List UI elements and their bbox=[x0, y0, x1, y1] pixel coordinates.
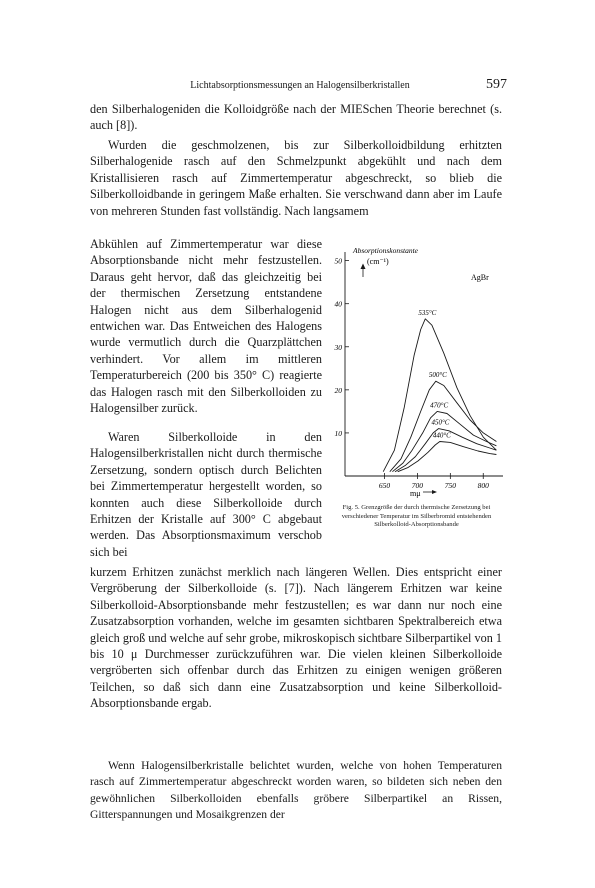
y-tick-label: 20 bbox=[334, 385, 342, 395]
figure-5 bbox=[325, 242, 505, 498]
paragraph-1: den Silberhalogeniden die Kolloidgröße nach der MIESchen Theorie berechnet (s. auch [8]). bbox=[90, 102, 502, 133]
paragraph-2-wrap: Abkühlen auf Zimmertemperatur war diese Absorptionsbande nicht mehr festzustellen. Daraus geht hervor, daß das gleichzeitig bei der thermischen Zersetzung entstandene Halogen nicht aus dem Silberhalogenid entwichen war. Das Entweichen des Halogens wurde vermutlich durch die Quarzplättchen verhindert. Vor allem im mittleren Temperaturbereich (200 bis 350° C) reagierte das Halogen rasch mit den Silberkolloiden zu Halogensilber zurück. bbox=[90, 237, 322, 416]
y-tick-label: 40 bbox=[334, 299, 342, 309]
x-axis-arrow-head bbox=[432, 490, 437, 494]
y-axis-label: Absorptionskonstante bbox=[353, 246, 418, 255]
y-axis-arrow-head bbox=[361, 264, 366, 270]
agbr-annotation: AgBr bbox=[471, 273, 489, 282]
curve-label: 440°C bbox=[432, 431, 451, 440]
figure-caption: Fig. 5. Grenzgröße der durch thermische Zersetzung bei verschiedener Temperatur im Silberbromid entstehenden Silberkolloid-Absorptionsbande bbox=[341, 504, 492, 529]
curve-label: 470°C bbox=[430, 401, 449, 410]
y-tick-label: 30 bbox=[334, 342, 342, 352]
x-tick-label: 700 bbox=[411, 481, 424, 490]
page-number: 597 bbox=[486, 77, 507, 92]
curve-label: 535°C bbox=[418, 308, 437, 317]
paragraph-4: Wenn Halogensilberkristalle belichtet wurden, welche von hohen Temperaturen rasch auf Zimmertemperatur abgeschreckt worden waren, so bildeten sich neben den gewöhnlichen Silberkolloiden ebenfalls gröbere Silberpartikel an Rissen, Gitterspannungen und Mosaikgrenzen der bbox=[90, 759, 502, 822]
x-tick-label: 800 bbox=[477, 481, 489, 490]
paragraph-3-continued: kurzem Erhitzen zunächst merklich nach längeren Wellen. Dies entspricht einer Vergröberung der Silberkolloide (s. [7]). Nach längerem Erhitzen war keine Silberkolloid-Absorptionsbande mehr festzustellen; es war dann nur noch eine Zusatzabsorption vorhanden, welche im gesamten sichtbaren Spektralbereich etwa gleich groß und welche auf sehr grobe, mikroskopisch sichtbare Silberpartikel von 1 bis 10 μ Durchmesser zurückzuführen war. Die vielen kleinen Silberkolloide vergröberten sich offenbar durch das Erhitzen zu einigen wenigen größeren Teilchen, so daß sich dann eine Zusatzabsorption und keine Silberkolloid-Absorptionsbande ergab. bbox=[90, 565, 502, 711]
chart-axes bbox=[345, 252, 503, 476]
x-tick-label: 650 bbox=[378, 481, 391, 490]
curve-label: 450°C bbox=[431, 418, 450, 427]
absorption-chart bbox=[325, 242, 505, 498]
y-axis-unit: (cm⁻¹) bbox=[367, 257, 389, 266]
x-axis-label: mμ bbox=[410, 489, 421, 498]
x-tick-label: 750 bbox=[444, 481, 456, 490]
running-title: Lichtabsorptionsmessungen an Halogensilberkristallen bbox=[190, 80, 410, 91]
y-tick-label: 10 bbox=[334, 428, 342, 438]
curve-label: 500°C bbox=[428, 371, 447, 380]
paragraph-3-wrap: Waren Silberkolloide in den Halogensilberkristallen nicht durch thermische Zersetzung, sondern optisch durch Belichten bei Zimmertemperatur hergestellt worden, so konnten auch diese Silberkolloide durch Erhitzen der Kristalle auf 300° C abgebaut werden. Das Absorptionsmaximum verschob sich bei bbox=[90, 430, 322, 559]
curve-535 bbox=[383, 319, 496, 472]
y-tick-label: 50 bbox=[334, 256, 342, 266]
paragraph-2: Wurden die geschmolzenen, bis zur Silberkolloidbildung erhitzten Silberhalogenide rasch auf den Schmelzpunkt abgekühlt und nach dem Kristallisieren rasch auf Zimmertemperatur abgeschreckt, so blieb die Silberkolloidbande in geringem Maße erhalten. Sie verschwand dann aber im Laufe von mehreren Stunden fast vollständig. Nach langsamem bbox=[90, 138, 502, 218]
curve-440 bbox=[398, 442, 497, 472]
